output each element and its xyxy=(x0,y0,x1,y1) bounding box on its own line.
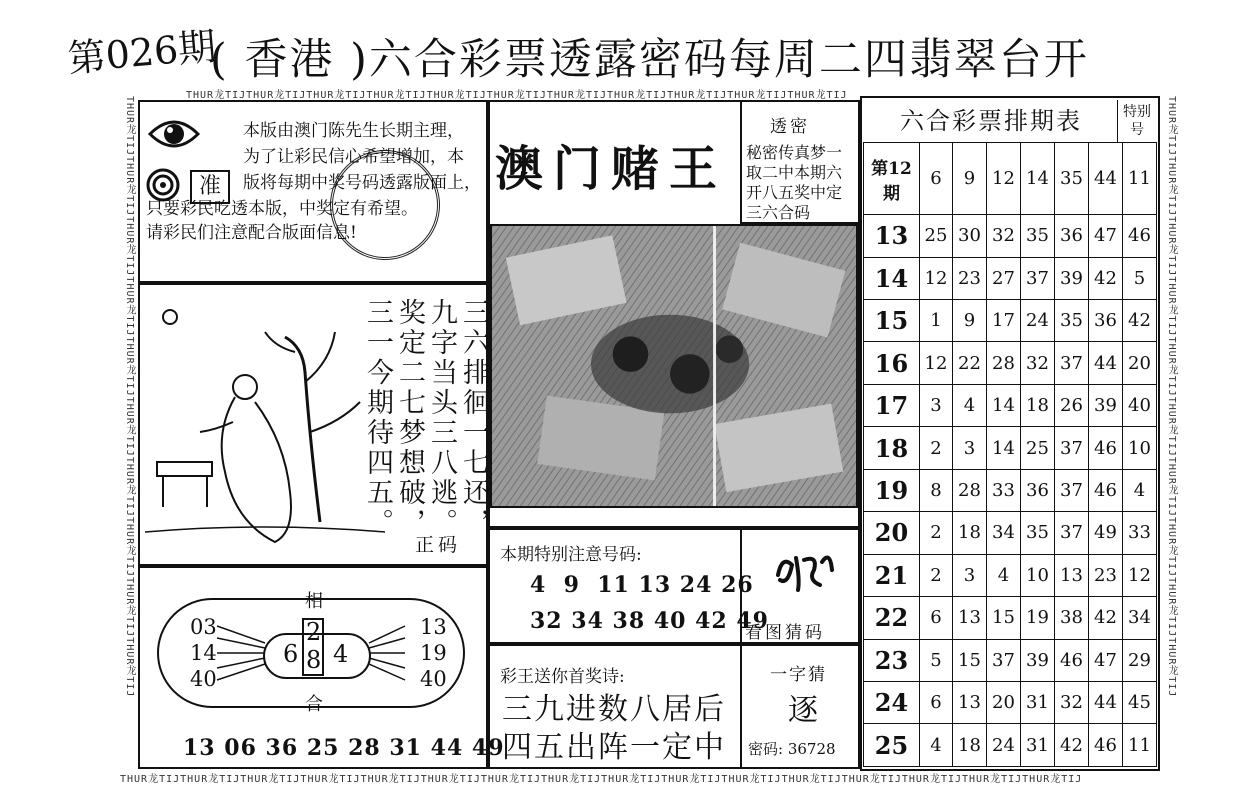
number-cell: 10 xyxy=(1021,554,1055,596)
number-cell: 13 xyxy=(953,597,987,639)
special-number-cell: 20 xyxy=(1123,342,1157,384)
number-cell: 23 xyxy=(953,257,987,299)
number-cell: 39 xyxy=(1089,384,1123,426)
number-cell: 44 xyxy=(1089,681,1123,723)
number-cell: 46 xyxy=(1089,469,1123,511)
zhengma-label: 正码 xyxy=(415,534,462,556)
number-cell: 37 xyxy=(1055,342,1089,384)
guess-image-label: 看图猜码 xyxy=(745,623,825,643)
number-cell: 23 xyxy=(1089,554,1123,596)
number-cell: 18 xyxy=(953,512,987,554)
period-cell: 15 xyxy=(864,300,920,342)
one-char-value: 逐 xyxy=(788,693,818,728)
number-cell: 1 xyxy=(920,300,953,342)
oval-right-num-1: 13 xyxy=(420,615,447,639)
number-cell: 32 xyxy=(987,215,1021,257)
number-cell: 44 xyxy=(1089,342,1123,384)
toumi-line-2: 取二中本期六 xyxy=(746,163,843,182)
number-cell: 12 xyxy=(920,342,953,384)
period-cell: 19 xyxy=(864,469,920,511)
schedule-row xyxy=(864,257,1157,299)
number-cell: 46 xyxy=(1055,639,1089,681)
toumi-line-1: 秘密传真梦一 xyxy=(746,143,843,162)
number-cell: 36 xyxy=(1021,469,1055,511)
oval-center-right: 4 xyxy=(333,640,349,668)
number-cell: 22 xyxy=(953,342,987,384)
special-number-cell: 34 xyxy=(1123,597,1157,639)
schedule-row xyxy=(864,469,1157,511)
special-number-cell: 11 xyxy=(1123,724,1157,767)
number-cell: 27 xyxy=(987,257,1021,299)
number-cell: 37 xyxy=(1021,257,1055,299)
schedule-row xyxy=(864,512,1157,554)
period-cell: 16 xyxy=(864,342,920,384)
number-cell: 9 xyxy=(953,300,987,342)
number-cell: 30 xyxy=(953,215,987,257)
poem-column-3: 奖定二七梦想破， xyxy=(394,298,425,538)
schedule-row xyxy=(864,342,1157,384)
oval-right-num-3: 40 xyxy=(420,667,447,691)
number-cell: 42 xyxy=(1089,597,1123,639)
number-cell: 5 xyxy=(920,639,953,681)
page-title: ( 香港 )六合彩票透露密码每周二四翡翠台开 xyxy=(210,35,1089,85)
number-cell: 4 xyxy=(920,724,953,767)
schedule-row xyxy=(864,597,1157,639)
number-cell: 31 xyxy=(1021,681,1055,723)
number-cell: 46 xyxy=(1089,724,1123,767)
special-label: 本期特别注意号码: xyxy=(500,545,642,565)
special-number-cell: 10 xyxy=(1123,427,1157,469)
number-cell: 32 xyxy=(1021,342,1055,384)
poem-column-4: 三一今期待四五。 xyxy=(362,298,393,538)
number-cell: 37 xyxy=(1055,469,1089,511)
number-cell: 3 xyxy=(953,554,987,596)
number-cell: 46 xyxy=(1089,427,1123,469)
period-cell: 21 xyxy=(864,554,920,596)
number-cell: 2 xyxy=(920,554,953,596)
number-cell: 2 xyxy=(920,512,953,554)
special-row-2: 32 34 38 40 42 49 xyxy=(530,608,769,634)
number-cell: 33 xyxy=(987,469,1021,511)
number-cell: 38 xyxy=(1055,597,1089,639)
handwritten-sketch xyxy=(770,540,840,600)
number-cell: 37 xyxy=(1055,427,1089,469)
number-cell: 13 xyxy=(953,681,987,723)
one-char-label: 一字猜 xyxy=(770,665,827,685)
number-cell: 12 xyxy=(987,143,1021,215)
period-cell: 14 xyxy=(864,257,920,299)
special-number-cell: 4 xyxy=(1123,469,1157,511)
toumi-line-3: 开八五奖中定 xyxy=(746,183,843,202)
poem-column-1: 三六排徊一七还， xyxy=(458,298,489,538)
number-cell: 28 xyxy=(987,342,1021,384)
lady-illustration xyxy=(145,292,385,557)
special-number-cell: 29 xyxy=(1123,639,1157,681)
poem-column-2: 九字当头三八逃。 xyxy=(426,298,457,538)
prize-poem-line-1: 三九进数八居后 xyxy=(502,692,726,727)
number-cell: 4 xyxy=(953,384,987,426)
number-cell: 32 xyxy=(1055,681,1089,723)
oval-bottom-label: 合 xyxy=(305,694,323,715)
number-cell: 39 xyxy=(1021,639,1055,681)
toumi-line-4: 三六合码 xyxy=(746,203,811,222)
number-cell: 6 xyxy=(920,681,953,723)
number-cell: 24 xyxy=(1021,300,1055,342)
number-cell: 13 xyxy=(1055,554,1089,596)
number-cell: 14 xyxy=(987,427,1021,469)
special-number-cell: 5 xyxy=(1123,257,1157,299)
number-cell: 49 xyxy=(1089,512,1123,554)
period-cell: 13 xyxy=(864,215,920,257)
number-cell: 35 xyxy=(1055,300,1089,342)
number-cell: 20 xyxy=(987,681,1021,723)
oval-center-left: 6 xyxy=(283,640,299,668)
number-cell: 37 xyxy=(987,639,1021,681)
number-cell: 14 xyxy=(1021,143,1055,215)
number-cell: 35 xyxy=(1055,143,1089,215)
period-cell: 第12期 xyxy=(864,143,920,215)
schedule-row xyxy=(864,215,1157,257)
period-cell: 23 xyxy=(864,639,920,681)
number-cell: 6 xyxy=(920,597,953,639)
number-cell: 42 xyxy=(1055,724,1089,767)
prize-poem-line-2: 四五出阵一定中 xyxy=(502,730,726,765)
number-cell: 44 xyxy=(1089,143,1123,215)
number-cell: 12 xyxy=(920,257,953,299)
number-cell: 8 xyxy=(920,469,953,511)
eye-icon xyxy=(148,112,200,156)
number-cell: 36 xyxy=(1055,215,1089,257)
bottom-border-strip: THUR龙TIJTHUR龙TIJTHUR龙TIJTHUR龙TIJTHUR龙TIJTHUR龙TIJTHUR龙TIJTHUR龙TIJTHUR龙TIJTHUR龙TIJTHUR龙TIJTHUR龙TIJTHUR龙TIJTHUR龙TIJTHUR龙TIJTHUR龙TIJ xyxy=(120,774,1083,785)
schedule-special-header: 特别号 xyxy=(1123,104,1151,138)
schedule-row xyxy=(864,639,1157,681)
number-cell: 42 xyxy=(1089,257,1123,299)
number-cell: 9 xyxy=(953,143,987,215)
number-cell: 3 xyxy=(953,427,987,469)
number-cell: 24 xyxy=(987,724,1021,767)
oval-center-bottom: 8 xyxy=(306,646,322,674)
oval-left-num-1: 03 xyxy=(190,615,217,639)
intro-line-5: 请彩民们注意配合版面信息! xyxy=(146,223,357,243)
oval-center-top: 2 xyxy=(306,618,322,646)
oval-left-num-3: 40 xyxy=(190,667,217,691)
schedule-row xyxy=(864,427,1157,469)
special-number-cell: 46 xyxy=(1123,215,1157,257)
intro-line-2: 为了让彩民信心希望增加，本 xyxy=(243,147,464,167)
schedule-table xyxy=(863,142,1157,767)
special-number-cell: 45 xyxy=(1123,681,1157,723)
special-number-cell: 42 xyxy=(1123,300,1157,342)
bottom-numbers: 13 06 36 25 28 31 44 49 xyxy=(183,735,505,761)
number-cell: 14 xyxy=(987,384,1021,426)
issue-number: 第026期 xyxy=(65,24,218,82)
header-divider xyxy=(1117,100,1118,142)
number-cell: 37 xyxy=(1055,512,1089,554)
number-cell: 15 xyxy=(987,597,1021,639)
top-border-strip: THUR龙TIJTHUR龙TIJTHUR龙TIJTHUR龙TIJTHUR龙TIJTHUR龙TIJTHUR龙TIJTHUR龙TIJTHUR龙TIJTHUR龙TIJTHUR龙TIJ xyxy=(186,90,848,101)
intro-line-4: 只要彩民吃透本版，中奖定有希望。 xyxy=(146,199,418,219)
number-cell: 17 xyxy=(987,300,1021,342)
prize-poem-label: 彩王送你首奖诗: xyxy=(500,667,625,687)
number-cell: 4 xyxy=(987,554,1021,596)
number-cell: 35 xyxy=(1021,215,1055,257)
number-cell: 6 xyxy=(920,143,953,215)
left-border-strip: THUR龙TIJTHUR龙TIJTHUR龙TIJTHUR龙TIJTHUR龙TIJTHUR龙TIJTHUR龙TIJTHUR龙TIJTHUR龙TIJTHUR龙TIJ xyxy=(124,96,135,698)
number-cell: 28 xyxy=(953,469,987,511)
number-cell: 47 xyxy=(1089,215,1123,257)
special-row-1: 4 9 11 13 24 26 xyxy=(530,572,754,598)
oval-right-num-2: 19 xyxy=(420,641,447,665)
main-title: 澳门赌王 xyxy=(495,141,728,197)
schedule-row xyxy=(864,384,1157,426)
number-cell: 3 xyxy=(920,384,953,426)
oval-top-label: 相 xyxy=(305,591,323,612)
period-cell: 18 xyxy=(864,427,920,469)
schedule-title: 六合彩票排期表 xyxy=(900,107,1082,135)
number-cell: 25 xyxy=(920,215,953,257)
number-cell: 26 xyxy=(1055,384,1089,426)
number-cell: 19 xyxy=(1021,597,1055,639)
schedule-row xyxy=(864,300,1157,342)
number-cell: 35 xyxy=(1021,512,1055,554)
number-cell: 34 xyxy=(987,512,1021,554)
period-cell: 17 xyxy=(864,384,920,426)
special-number-cell: 11 xyxy=(1123,143,1157,215)
toumi-label: 透密 xyxy=(770,117,810,137)
number-cell: 18 xyxy=(1021,384,1055,426)
accurate-tag: 准 xyxy=(190,170,230,204)
intro-line-3: 版将每期中奖号码透露版面上， xyxy=(243,173,481,193)
number-cell: 18 xyxy=(953,724,987,767)
number-cell: 47 xyxy=(1089,639,1123,681)
special-number-cell: 12 xyxy=(1123,554,1157,596)
money-photo xyxy=(490,224,858,508)
schedule-row xyxy=(864,681,1157,723)
schedule-row xyxy=(864,143,1157,215)
number-cell: 36 xyxy=(1089,300,1123,342)
period-cell: 24 xyxy=(864,681,920,723)
period-cell: 25 xyxy=(864,724,920,767)
number-cell: 2 xyxy=(920,427,953,469)
number-cell: 39 xyxy=(1055,257,1089,299)
intro-line-1: 本版由澳门陈先生长期主理， xyxy=(243,121,464,141)
schedule-row xyxy=(864,554,1157,596)
password-text: 密码: 36728 xyxy=(748,740,836,758)
period-cell: 22 xyxy=(864,597,920,639)
oval-left-num-2: 14 xyxy=(190,641,217,665)
number-cell: 15 xyxy=(953,639,987,681)
period-cell: 20 xyxy=(864,512,920,554)
right-border-strip: THUR龙TIJTHUR龙TIJTHUR龙TIJTHUR龙TIJTHUR龙TIJTHUR龙TIJTHUR龙TIJTHUR龙TIJTHUR龙TIJTHUR龙TIJ xyxy=(1166,96,1177,698)
special-number-cell: 40 xyxy=(1123,384,1157,426)
schedule-row xyxy=(864,724,1157,767)
special-number-cell: 33 xyxy=(1123,512,1157,554)
number-cell: 31 xyxy=(1021,724,1055,767)
number-cell: 25 xyxy=(1021,427,1055,469)
